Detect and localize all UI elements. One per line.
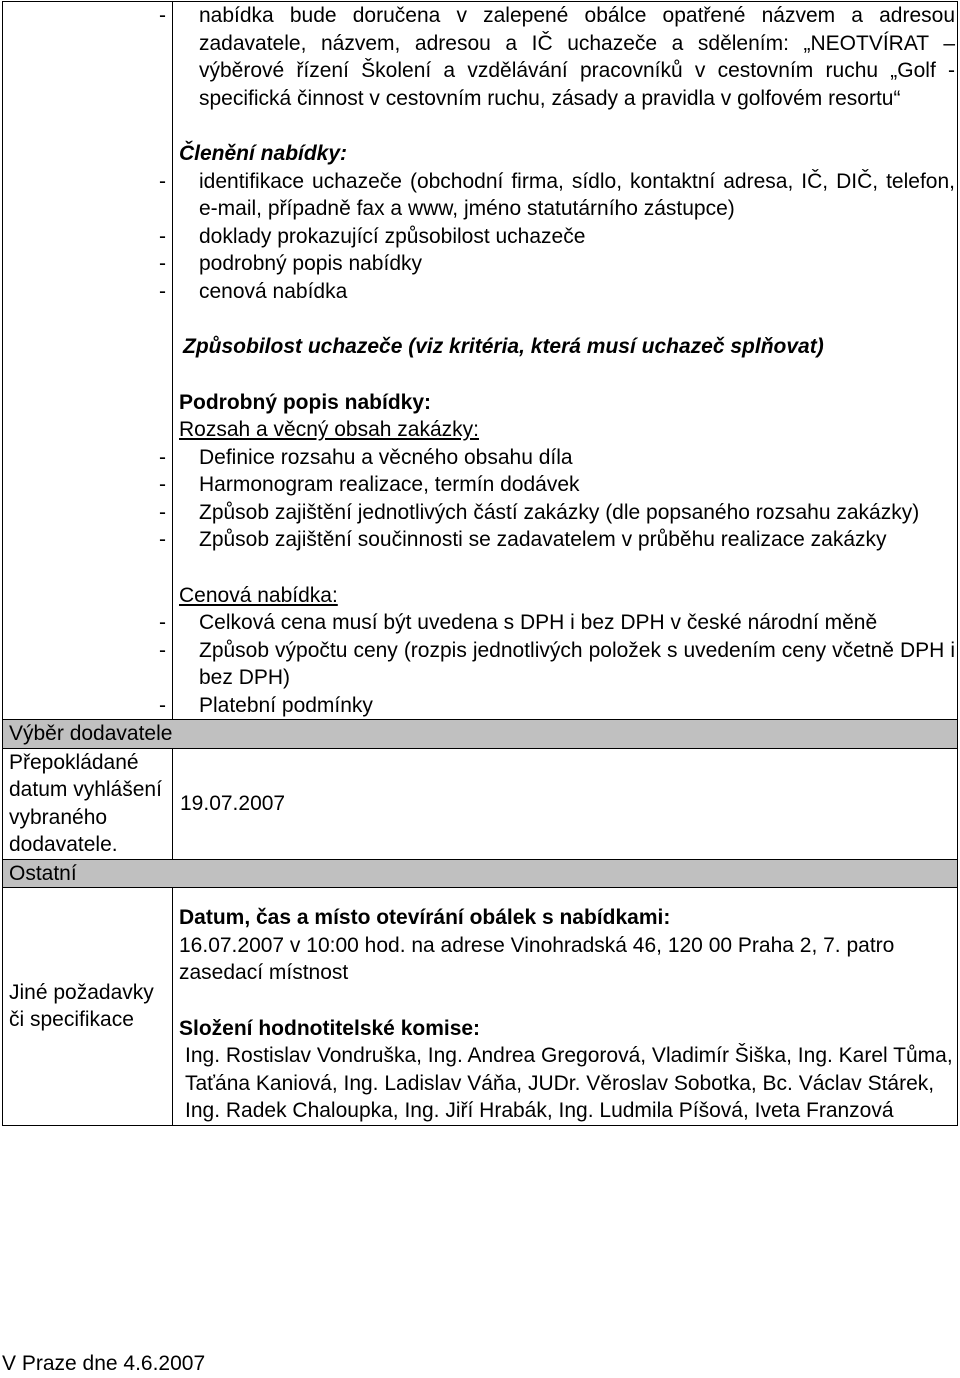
bullet-dash: - xyxy=(159,252,166,275)
popis-item-text: Způsob zajištění jednotlivých částí zakázky (dle popsaného rozsahu zakázky) xyxy=(199,500,920,524)
opening-title: Datum, čas a místo otevírání obálek s nabídkami: xyxy=(179,906,671,929)
bullet-dash: - xyxy=(159,500,166,524)
list-item xyxy=(123,168,955,223)
opening-text: 16.07.2007 v 10:00 hod. na adrese Vinohradská 46, 120 00 Praha 2, 7. patro zasedací místnost xyxy=(179,933,895,984)
list-item xyxy=(123,278,955,306)
section-label-vyber: Výběr dodavatele xyxy=(3,720,958,749)
cleneni-list xyxy=(123,168,955,306)
requirements-row xyxy=(3,2,958,720)
cenova-item-text: Způsob výpočtu ceny (rozpis jednotlivých položek s uvedením ceny včetně DPH i bez DPH) xyxy=(199,638,955,689)
bullet-dash: - xyxy=(159,4,166,27)
footer-date: V Praze dne 4.6.2007 xyxy=(2,1352,206,1375)
spacer xyxy=(179,112,955,140)
cenova-item-text: Celková cena musí být uvedena s DPH i bez DPH v české národní měně xyxy=(199,611,878,634)
ostatni-content-cell xyxy=(173,888,958,1126)
list-item xyxy=(123,250,955,278)
list-item xyxy=(123,692,955,720)
bullet-dash: - xyxy=(159,473,166,496)
bullet-dash: - xyxy=(159,611,166,634)
spacer xyxy=(179,987,955,1015)
list-item xyxy=(123,223,955,251)
spacer xyxy=(179,554,955,582)
list-item xyxy=(123,444,955,472)
bullet-dash: - xyxy=(159,445,166,469)
list-item xyxy=(123,2,955,112)
ostatni-row xyxy=(3,888,958,1126)
popis-item-text: Definice rozsahu a věcného obsahu díla xyxy=(199,445,573,469)
requirements-content-cell xyxy=(159,2,958,720)
bullet-dash: - xyxy=(159,279,166,303)
delivery-text: nabídka bude doručena v zalepené obálce opatřené názvem a adresou zadavatele, názvem, adresou a IČ uchazeče a sdělením: „NEOTVÍRAT – výběrové řízení Školení a vzdělávání pracovníků v cestovním ruchu „Golf - specifická činnost v cestovním ruchu, zásady a pravidla v golfovém resortu“ xyxy=(199,4,955,110)
bullet-dash: - xyxy=(159,693,166,717)
ostatni-row-label: Jiné požadavky či specifikace xyxy=(3,888,173,1126)
delivery-list xyxy=(123,2,955,112)
commission-text: Ing. Rostislav Vondruška, Ing. Andrea Gregorová, Vladimír Šiška, Ing. Karel Tůma, Taťána Kaniová, Ing. Ladislav Váňa, JUDr. Věroslav Sobotka, Bc. Václav Stárek, Ing. Radek Chaloupka, Ing. Jiří Hrabák, Ing. Ludmila Píšová, Iveta Franzová xyxy=(185,1044,953,1122)
list-item xyxy=(123,471,955,499)
bullet-dash: - xyxy=(159,224,166,248)
cleneni-item-text: podrobný popis nabídky xyxy=(199,252,422,275)
vyber-row xyxy=(3,748,958,859)
section-row-vyber xyxy=(3,720,958,749)
cenova-item-text: Platební podmínky xyxy=(199,693,373,717)
list-item xyxy=(123,499,955,527)
bullet-dash: - xyxy=(159,638,166,662)
cenova-list xyxy=(123,609,955,719)
list-item xyxy=(123,637,955,692)
spacer xyxy=(179,361,955,389)
vyber-value: 19.07.2007 xyxy=(173,748,958,859)
list-item xyxy=(123,526,955,554)
list-item xyxy=(123,609,955,637)
cleneni-item-text: cenová nabídka xyxy=(199,279,348,303)
spacer xyxy=(179,888,955,904)
popis-list xyxy=(123,444,955,554)
bullet-dash: - xyxy=(159,169,166,193)
popis-title: Podrobný popis nabídky: xyxy=(179,390,432,414)
section-row-ostatni xyxy=(3,859,958,888)
section-label-ostatni: Ostatní xyxy=(3,859,958,888)
bullet-dash: - xyxy=(159,528,166,551)
cenova-title: Cenová nabídka: xyxy=(179,583,338,607)
commission-title: Složení hodnotitelské komise: xyxy=(179,1016,481,1040)
popis-item-text: Harmonogram realizace, termín dodávek xyxy=(199,473,580,496)
spacer xyxy=(179,305,955,333)
popis-item-text: Způsob zajištění součinnosti se zadavatelem v průběhu realizace zakázky xyxy=(199,528,887,551)
document-table xyxy=(2,1,958,1126)
cleneni-title: Členění nabídky: xyxy=(179,142,348,165)
cleneni-item-text: identifikace uchazeče (obchodní firma, sídlo, kontaktní adresa, IČ, DIČ, telefon, e-mail, případně fax a www, jméno statutárního zástupce) xyxy=(199,169,955,220)
cleneni-item-text: doklady prokazující způsobilost uchazeče xyxy=(199,224,586,248)
popis-subtitle: Rozsah a věcný obsah zakázky: xyxy=(179,418,479,441)
zpusobilost-title: Způsobilost uchazeče (viz kritéria, která musí uchazeč splňovat) xyxy=(183,335,824,358)
vyber-row-label: Přepokládané datum vyhlášení vybraného dodavatele. xyxy=(3,748,173,859)
